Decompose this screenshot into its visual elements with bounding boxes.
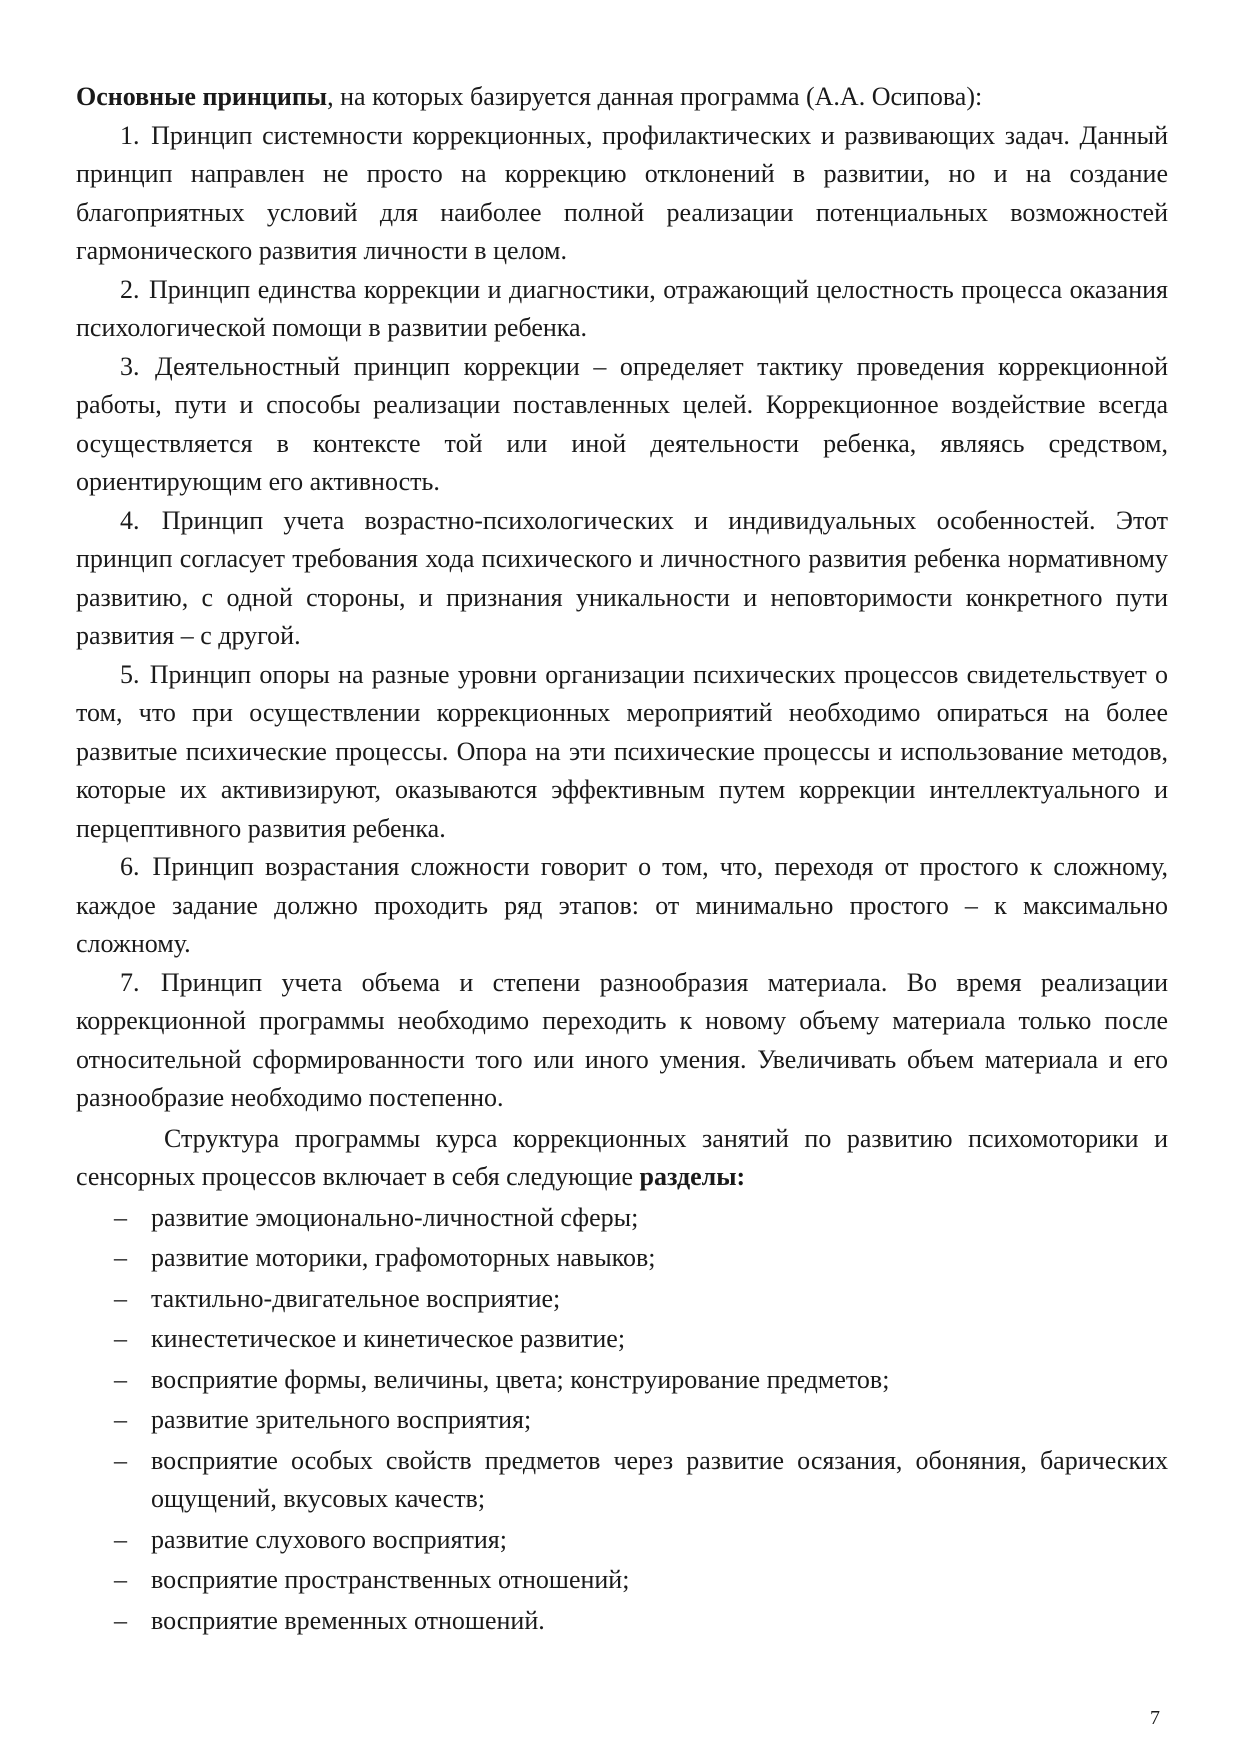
principle-text: Принцип учета возрастно-психологических и индивидуальных особенностей. Этот принцип согласует требования хода психического и личностного развития ребенка нормативному развитию, с одной стороны, и признания уникальности и неповторимости конкретного пути развития – с другой.	[76, 505, 1168, 650]
principle-6	[76, 848, 1168, 964]
list-item-text: развитие слухового восприятия;	[151, 1524, 507, 1554]
list-item-text: восприятие временных отношений.	[151, 1605, 545, 1635]
principle-number: 6.	[120, 852, 140, 881]
list-item	[76, 1561, 1168, 1600]
list-item	[76, 1239, 1168, 1278]
structure-text: Структура программы курса коррекционных занятий по развитию психомоторики и сенсорных процессов включает в себя следующие	[76, 1123, 1168, 1191]
principle-text: Принцип единства коррекции и диагностики, отражающий целостность процесса оказания психологической помощи в развитии ребенка.	[76, 274, 1169, 342]
sections-list	[76, 1199, 1168, 1641]
principle-text: Принцип возрастания сложности говорит о том, что, переходя от простого к сложному, каждое задание должно проходить ряд этапов: от минимально простого – к максимально сложному.	[76, 852, 1168, 958]
list-item	[76, 1401, 1168, 1440]
dash-marker: –	[114, 1524, 127, 1554]
list-item-text: тактильно-двигательное восприятие;	[151, 1283, 561, 1313]
list-item	[76, 1199, 1168, 1238]
principle-text: Принцип системности коррекционных, профилактических и развивающих задач. Данный принцип направлен не просто на коррекцию отклонений в развитии, но и на создание благоприятных условий для наиболее полной реализации потенциальных возможностей гармонического развития личности в целом.	[76, 120, 1168, 265]
principle-text: Принцип опоры на разные уровни организации психических процессов свидетельствует о том, что при осуществлении коррекционных мероприятий необходимо опираться на более развитые психические процессы. Опора на эти психические процессы и использование методов, которые их активизируют, оказываются эффективным путем коррекции интеллектуального и перцептивного развития ребенка.	[76, 659, 1168, 843]
structure-paragraph	[76, 1120, 1168, 1197]
principle-number: 1.	[120, 120, 140, 150]
principle-4	[76, 502, 1168, 656]
principle-7	[76, 964, 1168, 1118]
list-item	[76, 1442, 1168, 1519]
structure-bold: разделы:	[639, 1162, 746, 1191]
list-item-text: восприятие пространственных отношений;	[151, 1565, 630, 1594]
principle-3	[76, 348, 1168, 502]
principle-number: 5.	[120, 659, 140, 689]
intro-bold: Основные принципы	[76, 82, 328, 111]
dash-marker: –	[114, 1405, 127, 1434]
dash-marker: –	[114, 1445, 127, 1475]
dash-marker: –	[114, 1364, 127, 1394]
principle-text: Принцип учета объема и степени разнообразия материала. Во время реализации коррекционной программы необходимо переходить к новому объему материала только после относительной сформированности того или иного умения. Увеличивать объем материала и его разнообразие необходимо постепенно.	[76, 967, 1168, 1112]
dash-marker: –	[114, 1243, 127, 1272]
principle-text: Деятельностный принцип коррекции – определяет тактику проведения коррекционной работы, пути и способы реализации поставленных целей. Коррекционное воздействие всегда осуществляется в контексте той или иной деятельности ребенка, являясь средством, ориентирующим его активность.	[76, 351, 1168, 496]
list-item	[76, 1361, 1168, 1400]
principle-number: 7.	[120, 967, 140, 997]
list-item-text: кинестетическое и кинетическое развитие;	[151, 1324, 626, 1353]
principle-number: 3.	[120, 351, 140, 381]
list-item-text: развитие моторики, графомоторных навыков;	[151, 1243, 656, 1272]
list-item-text: восприятие особых свойств предметов через развитие осязания, обоняния, барических ощущений, вкусовых качеств;	[151, 1445, 1168, 1513]
dash-marker: –	[114, 1324, 127, 1353]
list-item	[76, 1320, 1168, 1359]
list-item-text: развитие эмоционально-личностной сферы;	[151, 1202, 639, 1232]
principle-number: 4.	[120, 505, 140, 535]
dash-marker: –	[114, 1202, 127, 1232]
list-item	[76, 1602, 1168, 1641]
document-page	[76, 78, 1168, 1642]
list-item	[76, 1521, 1168, 1560]
intro-rest: , на которых базируется данная программа (А.А. Осипова):	[327, 82, 983, 111]
list-item-text: восприятие формы, величины, цвета; конструирование предметов;	[151, 1364, 890, 1394]
principle-1	[76, 117, 1168, 271]
page-number: 7	[1150, 1707, 1160, 1729]
principle-5	[76, 656, 1168, 849]
dash-marker: –	[114, 1283, 127, 1313]
principle-number: 2.	[120, 274, 140, 304]
dash-marker: –	[114, 1605, 127, 1635]
list-item	[76, 1280, 1168, 1319]
intro-paragraph	[76, 78, 1168, 117]
dash-marker: –	[114, 1565, 127, 1594]
list-item-text: развитие зрительного восприятия;	[151, 1405, 532, 1434]
principle-2	[76, 271, 1168, 348]
